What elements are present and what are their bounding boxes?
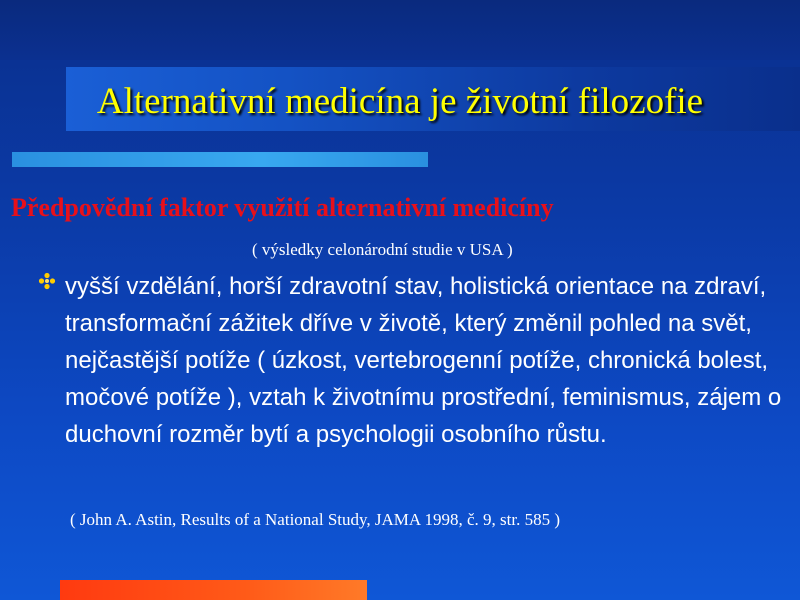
source-note: ( výsledky celonárodní studie v USA ) (252, 240, 513, 259)
bullet-item-text: vyšší vzdělání, horší zdravotní stav, holistická orientace na zdraví, transformační zážitek dříve v životě, který změnil pohled na svět, nejčastější potíže ( úzkost, vertebrogenní potíže, chronická bolest, močové potíže ), vztah k životnímu prostřední, feminismus, zájem o duchovní rozměr bytí a psychologii osobního růstu. (65, 273, 782, 448)
accent-divider-bar (12, 152, 428, 167)
bottom-accent-bar (60, 580, 367, 600)
citation: ( John A. Astin, Results of a National Study, JAMA 1998, č. 9, str. 585 ) (70, 510, 561, 529)
diamond-bullet-icon (38, 272, 56, 290)
slide-title: Alternativní medicína je životní filozofie (96, 81, 704, 122)
slide-subtitle: Předpovědní faktor využití alternativní medicíny (11, 193, 554, 222)
top-background-band (0, 0, 800, 60)
